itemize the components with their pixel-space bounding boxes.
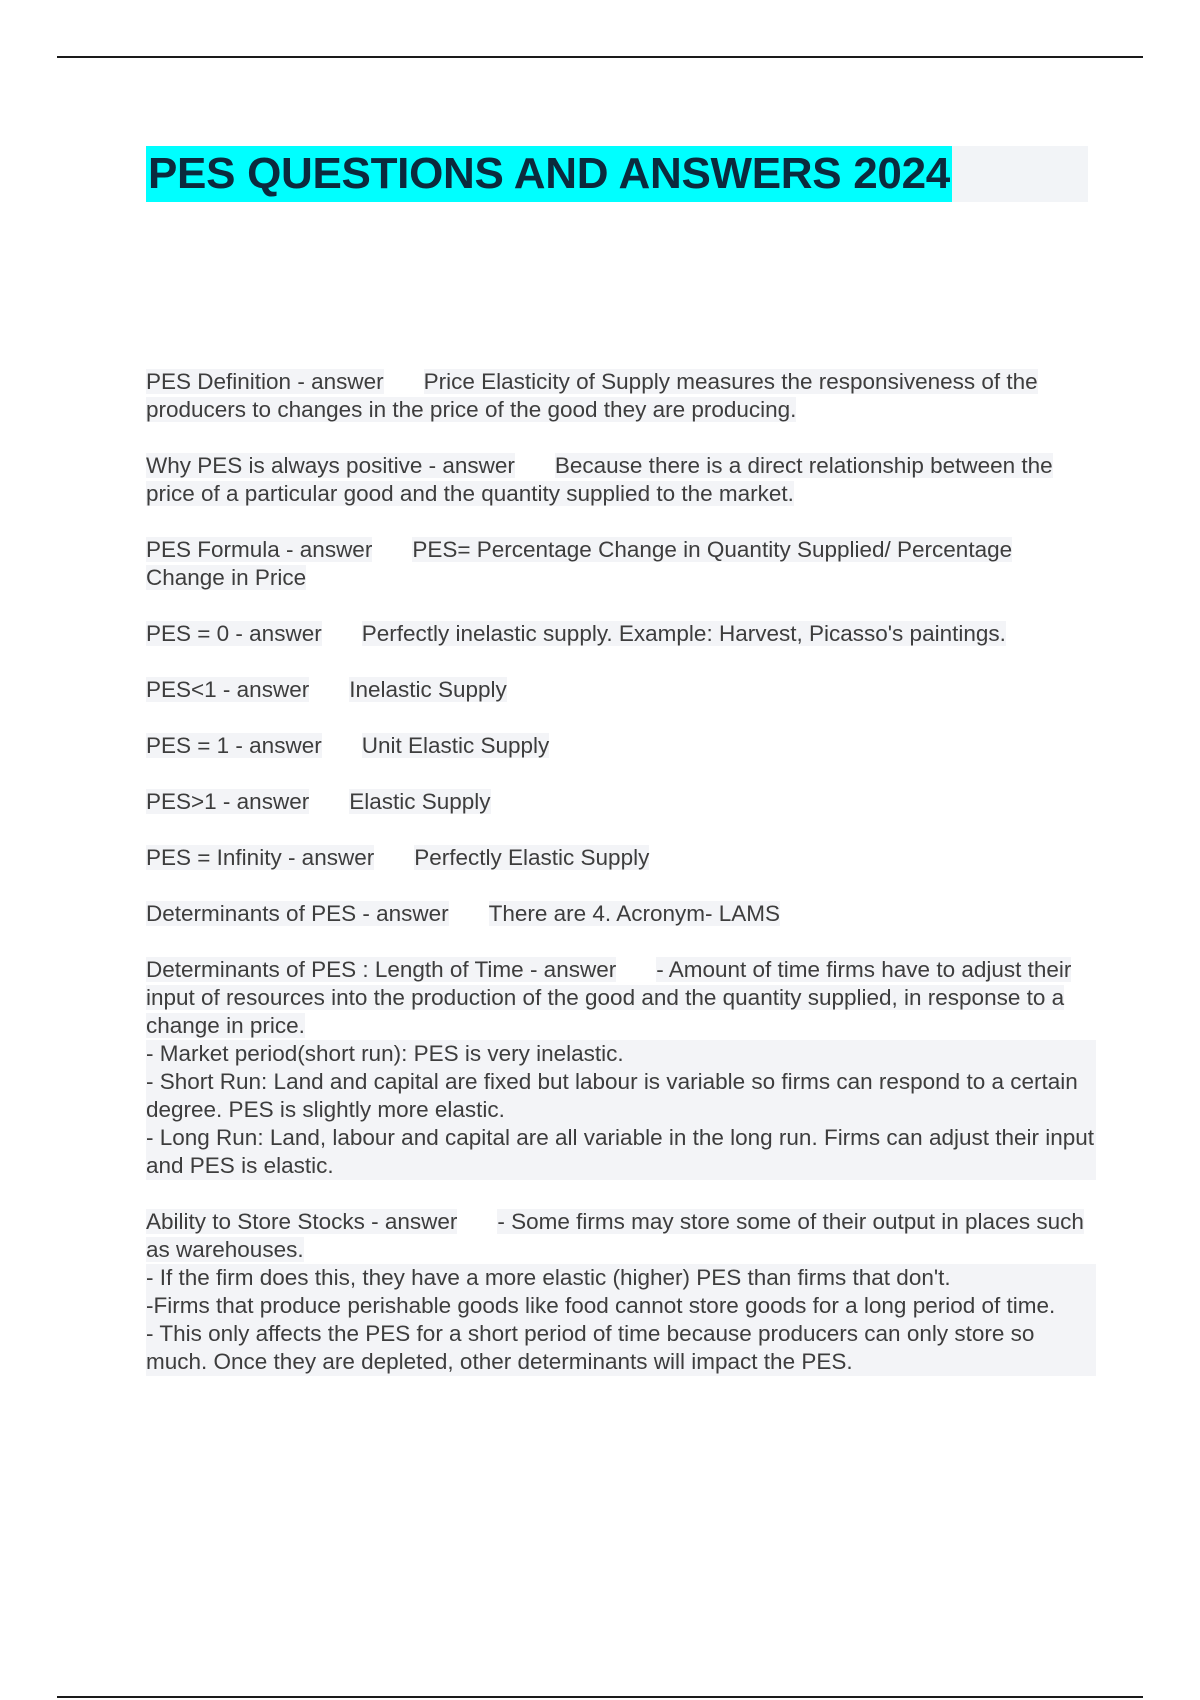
- qa-item-pes-infinity: [146, 844, 1096, 872]
- question: PES Definition - answer: [146, 369, 384, 394]
- question: Ability to Store Stocks - answer: [146, 1209, 458, 1234]
- answer: Elastic Supply: [349, 789, 491, 814]
- bottom-rule: [57, 1696, 1143, 1698]
- question: PES<1 - answer: [146, 677, 310, 702]
- qa-item-pes-less-one: [146, 676, 1096, 704]
- qa-item-pes-one: [146, 732, 1096, 760]
- top-rule: [57, 56, 1143, 58]
- answer-line: - Market period(short run): PES is very inelastic.: [146, 1040, 1096, 1068]
- question: PES Formula - answer: [146, 537, 373, 562]
- answer: - Some firms may store some of their output in places such as warehouses.: [146, 1209, 1084, 1262]
- answer: Inelastic Supply: [349, 677, 507, 702]
- title-block: [146, 146, 1088, 202]
- qa-list: [146, 368, 1096, 1404]
- qa-item-determinants: [146, 900, 1096, 928]
- qa-item-definition: [146, 368, 1096, 424]
- answer: - Amount of time firms have to adjust their input of resources into the production of the good and the quantity supplied, in response to a change in price.: [146, 957, 1072, 1038]
- document-title: PES QUESTIONS AND ANSWERS 2024: [146, 146, 952, 202]
- qa-item-pes-zero: [146, 620, 1096, 648]
- answer-line: - Long Run: Land, labour and capital are all variable in the long run. Firms can adjust their input and PES is elastic.: [146, 1125, 1095, 1178]
- qa-item-always-positive: [146, 452, 1096, 508]
- answer: Because there is a direct relationship between the price of a particular good and the quantity supplied to the market.: [146, 453, 1053, 506]
- answer: Unit Elastic Supply: [361, 733, 550, 758]
- question: Why PES is always positive - answer: [146, 453, 515, 478]
- answer: There are 4. Acronym- LAMS: [488, 901, 780, 926]
- qa-item-length-of-time: [146, 956, 1096, 1180]
- answer: PES= Percentage Change in Quantity Supplied/ Percentage Change in Price: [146, 537, 1013, 590]
- answer-line: -Firms that produce perishable goods like food cannot store goods for a long period of time.: [146, 1292, 1096, 1320]
- answer-line: - Short Run: Land and capital are fixed but labour is variable so firms can respond to a certain degree. PES is slightly more elastic.: [146, 1068, 1096, 1124]
- question: Determinants of PES : Length of Time - answer: [146, 957, 617, 982]
- question: PES = 0 - answer: [146, 621, 322, 646]
- answer: Perfectly Elastic Supply: [414, 845, 650, 870]
- question: PES = 1 - answer: [146, 733, 322, 758]
- answer: Perfectly inelastic supply. Example: Harvest, Picasso's paintings.: [361, 621, 1006, 646]
- answer-line: - If the firm does this, they have a more elastic (higher) PES than firms that don't.: [146, 1264, 1096, 1292]
- qa-item-pes-greater-one: [146, 788, 1096, 816]
- answer-line: - This only affects the PES for a short period of time because producers can only store so much. Once they are depleted, other determinants will impact the PES.: [146, 1320, 1096, 1376]
- question: PES = Infinity - answer: [146, 845, 375, 870]
- question: Determinants of PES - answer: [146, 901, 449, 926]
- question: PES>1 - answer: [146, 789, 310, 814]
- qa-item-store-stocks: [146, 1208, 1096, 1376]
- qa-item-formula: [146, 536, 1096, 592]
- answer: Price Elasticity of Supply measures the responsiveness of the producers to changes in the price of the good they are producing.: [146, 369, 1038, 422]
